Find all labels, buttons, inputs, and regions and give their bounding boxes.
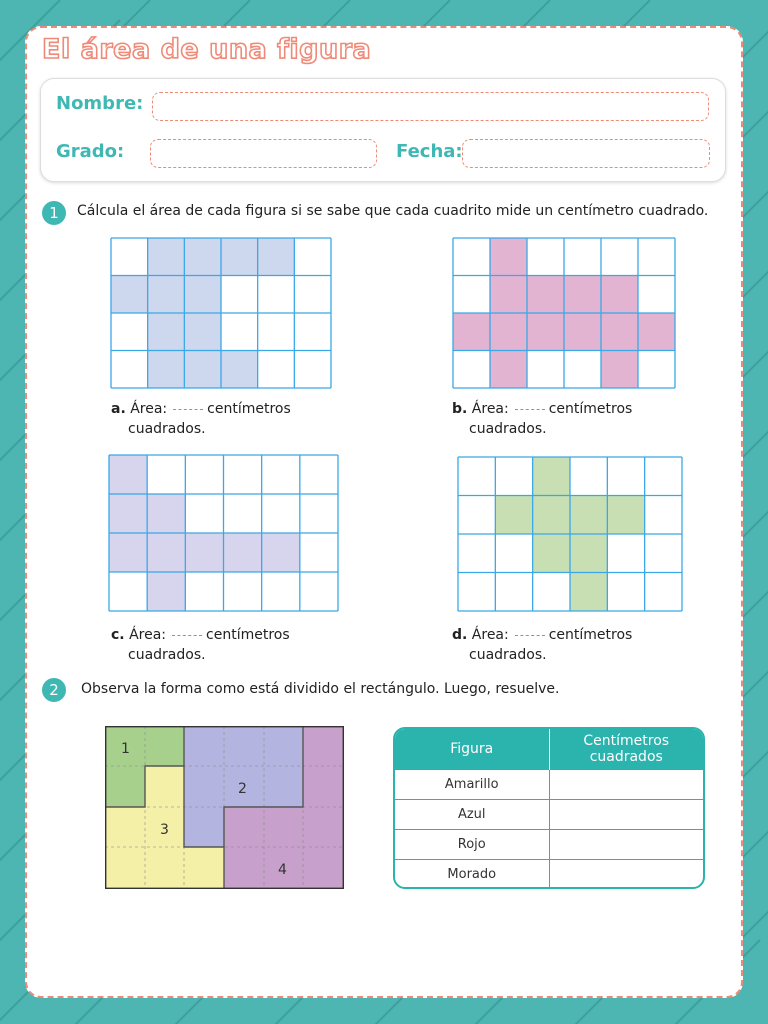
filled-cell: [490, 238, 527, 276]
date-field[interactable]: [462, 139, 710, 168]
filled-cell: [111, 276, 148, 314]
filled-cell: [148, 351, 185, 389]
name-field[interactable]: [152, 92, 709, 121]
grid-figure-b: [452, 237, 676, 389]
piece-label-1: 1: [121, 741, 130, 757]
grid-figure-d: [457, 456, 683, 612]
answer-b-letter: b.: [452, 401, 468, 417]
filled-cell: [184, 238, 221, 276]
answer-c-blank[interactable]: [172, 635, 202, 636]
filled-cell: [490, 313, 527, 351]
answer-a-label: Área:: [130, 401, 168, 417]
filled-cell: [570, 573, 607, 612]
answer-d-label: Área:: [471, 627, 509, 643]
answer-a-letter: a.: [111, 401, 126, 417]
answer-c-label: Área:: [129, 627, 167, 643]
filled-cell: [224, 533, 262, 572]
answer-a: [111, 399, 291, 439]
filled-cell: [148, 313, 185, 351]
divided-rectangle: [105, 726, 344, 889]
answer-a-unit: centímetros: [207, 401, 291, 417]
grade-field[interactable]: [150, 139, 377, 168]
answer-d-unit: centímetros: [548, 627, 633, 643]
filled-cell: [185, 533, 223, 572]
filled-cell: [527, 276, 564, 314]
filled-cell: [221, 351, 258, 389]
table-row: [395, 859, 703, 889]
filled-cell: [570, 496, 607, 535]
piece-label-3: 3: [160, 822, 169, 838]
table-cell-answer[interactable]: [549, 859, 703, 889]
grid-figure-c: [108, 454, 339, 612]
table-header-figura: Figura: [395, 729, 549, 769]
filled-cell: [184, 313, 221, 351]
answer-c-unit: centímetros: [206, 627, 290, 643]
filled-cell: [570, 534, 607, 573]
filled-cell: [147, 533, 185, 572]
filled-cell: [262, 533, 300, 572]
filled-cell: [533, 457, 570, 496]
answer-d-unit-2: cuadrados.: [469, 647, 547, 663]
filled-cell: [564, 276, 601, 314]
answer-b-blank[interactable]: [515, 409, 545, 410]
answer-b-unit-2: cuadrados.: [469, 421, 547, 437]
filled-cell: [601, 313, 638, 351]
filled-cell: [490, 276, 527, 314]
exercise-2-instruction: Observa la forma como está dividido el rectángulo. Luego, resuelve.: [81, 681, 560, 697]
answer-b: [452, 399, 632, 439]
table-cell-answer[interactable]: [549, 829, 703, 859]
filled-cell: [109, 533, 147, 572]
grid-figure-a: [110, 237, 332, 389]
exercise-1-instruction: Cálcula el área de cada figura si se sabe que cada cuadrito mide un centímetro cuadrado.: [77, 203, 709, 219]
name-label: Nombre:: [56, 93, 144, 114]
answer-d-letter: d.: [452, 627, 468, 643]
filled-cell: [527, 313, 564, 351]
filled-cell: [147, 572, 185, 611]
table-cell-answer[interactable]: [549, 769, 703, 799]
filled-cell: [221, 238, 258, 276]
table-row: [395, 769, 703, 799]
filled-cell: [109, 494, 147, 533]
filled-cell: [258, 238, 295, 276]
filled-cell: [495, 496, 532, 535]
table-cell-figura: Rojo: [395, 829, 549, 859]
filled-cell: [533, 534, 570, 573]
filled-cell: [147, 494, 185, 533]
answer-d-blank[interactable]: [515, 635, 545, 636]
exercise-2-badge: 2: [42, 678, 66, 702]
table-row: [395, 799, 703, 829]
filled-cell: [638, 313, 675, 351]
filled-cell: [601, 351, 638, 389]
table-cell-figura: Azul: [395, 799, 549, 829]
filled-cell: [453, 313, 490, 351]
answer-d: [452, 625, 632, 665]
piece-label-2: 2: [238, 781, 247, 797]
date-label: Fecha:: [396, 141, 463, 162]
answer-a-blank[interactable]: [173, 409, 203, 410]
filled-cell: [148, 238, 185, 276]
answer-c: [111, 625, 290, 665]
answer-c-letter: c.: [111, 627, 125, 643]
table-row: [395, 829, 703, 859]
filled-cell: [148, 276, 185, 314]
filled-cell: [109, 455, 147, 494]
filled-cell: [601, 276, 638, 314]
table-header-cm: Centímetros cuadrados: [549, 729, 703, 769]
answer-b-label: Área:: [471, 401, 509, 417]
table-cell-figura: Amarillo: [395, 769, 549, 799]
filled-cell: [184, 351, 221, 389]
answer-b-unit: centímetros: [548, 401, 633, 417]
table-cell-answer[interactable]: [549, 799, 703, 829]
filled-cell: [607, 496, 644, 535]
filled-cell: [564, 313, 601, 351]
answer-a-unit-2: cuadrados.: [128, 421, 206, 437]
grade-label: Grado:: [56, 141, 125, 162]
filled-cell: [490, 351, 527, 389]
area-table: [393, 727, 705, 889]
exercise-1-badge: 1: [42, 201, 66, 225]
filled-cell: [184, 276, 221, 314]
piece-label-4: 4: [278, 862, 287, 878]
page-title: El área de una figura: [42, 34, 372, 65]
filled-cell: [533, 496, 570, 535]
answer-c-unit-2: cuadrados.: [128, 647, 206, 663]
table-cell-figura: Morado: [395, 859, 549, 889]
